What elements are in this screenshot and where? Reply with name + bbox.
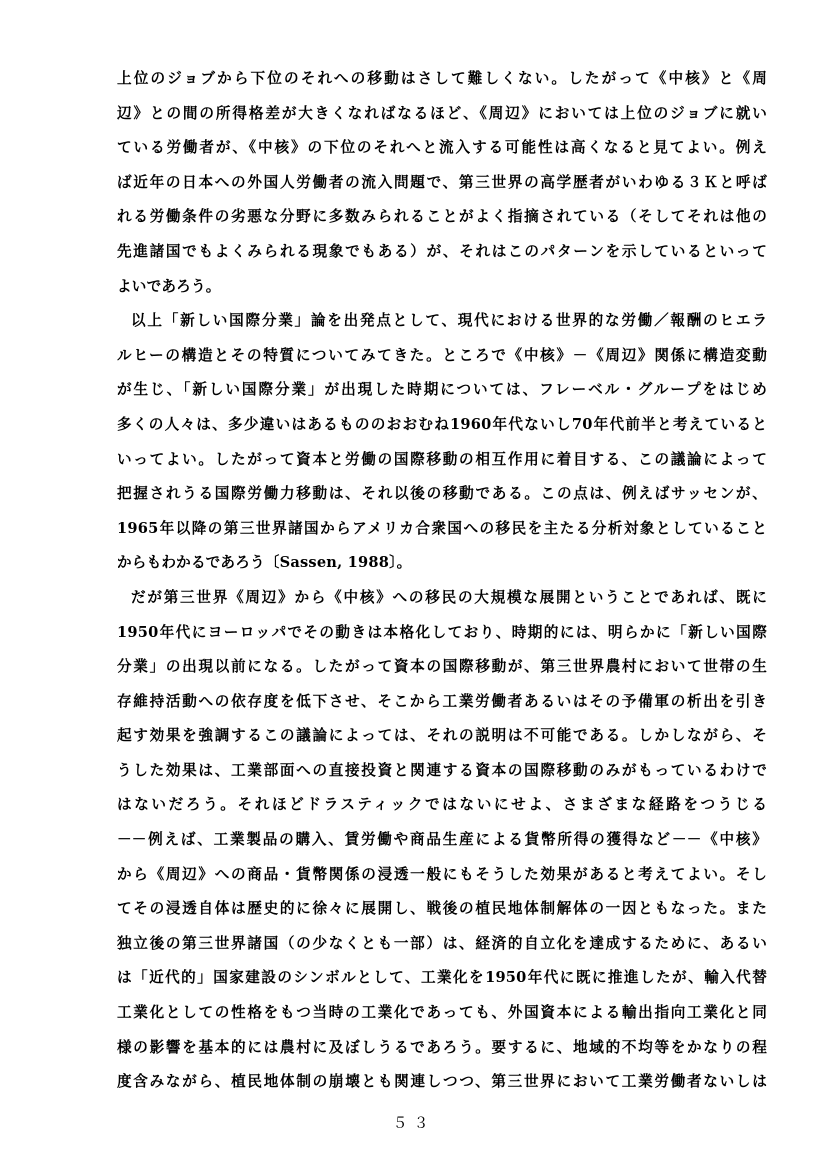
body-text	[117, 62, 767, 1100]
text-line: だが第三世界《周辺》から《中核》への移民の大規模な展開ということであれば、既に	[131, 588, 767, 606]
text-line: 存維持活動への依存度を低下させ、そこから工業労働者あるいはその予備軍の析出を引き	[117, 692, 767, 710]
text-line: 先進諸国でもよくみられる現象でもある）が、それはこのパターンを示しているといって	[117, 242, 767, 260]
text-line: 1965年以降の第三世界諸国からアメリカ合衆国への移民を主たる分析対象としていること	[117, 519, 767, 537]
text-line: 分業」の出現以前になる。したがって資本の国際移動が、第三世界農村において世帯の生	[117, 658, 767, 676]
text-line: 辺》との間の所得格差が大きくなればなるほど、《周辺》においては上位のジョブに就い	[117, 104, 767, 122]
text-line: れる労働条件の劣悪な分野に多数みられることがよく指摘されている（そしてそれは他の	[117, 208, 767, 226]
text-line: 起す効果を強調するこの議論によっては、それの説明は不可能である。しかしながら、そ	[117, 727, 767, 745]
text-line: よいであろう。	[117, 277, 221, 295]
text-line: 1950年代にヨーロッパでその動きは本格化しており、時期的には、明らかに「新しい国際	[117, 623, 767, 641]
text-line: うした効果は、工業部面への直接投資と関連する資本の国際移動のみがもっているわけで	[117, 761, 767, 779]
text-line: 工業化としての性格をもつ当時の工業化であっても、外国資本による輸出指向工業化と同	[117, 1004, 767, 1022]
text-line: 把握されうる国際労働力移動は、それ以後の移動である。この点は、例えばサッセンが、	[117, 485, 767, 503]
text-line: からもわかるであろう〔Sassen, 1988〕。	[117, 554, 412, 572]
text-line: 度含みながら、植民地体制の崩壊とも関連しつつ、第三世界において工業労働者ないしは	[117, 1073, 767, 1091]
text-line: 独立後の第三世界諸国（の少なくとも一部）は、経済的自立化を達成するために、あるい	[117, 934, 767, 952]
text-line: は「近代的」国家建設のシンボルとして、工業化を1950年代に既に推進したが、輸入代替	[117, 969, 767, 987]
text-line: ている労働者が、《中核》の下位のそれへと流入する可能性は高くなると見てよい。例え	[117, 139, 767, 157]
page-number: ５３	[392, 1114, 435, 1132]
text-line: 以上「新しい国際分業」論を出発点として、現代における世界的な労働／報酬のヒエラ	[131, 312, 767, 330]
text-line: 様の影響を基本的には農村に及ぼしうるであろう。要するに、地域的不均等をかなりの程	[117, 1038, 767, 1056]
text-line: てその浸透自体は歴史的に徐々に展開し、戦後の植民地体制解体の一因ともなった。また	[117, 900, 767, 918]
text-line: いってよい。したがって資本と労働の国際移動の相互作用に着目する、この議論によって	[117, 450, 767, 468]
text-line: 多くの人々は、多少違いはあるもののおおむね1960年代ないし70年代前半と考えていると	[117, 415, 767, 433]
text-line: ルヒーの構造とその特質についてみてきた。ところで《中核》－《周辺》関係に構造変動	[117, 346, 767, 364]
text-line: 上位のジョブから下位のそれへの移動はさして難しくない。したがって《中核》と《周	[117, 70, 767, 87]
text-line: から《周辺》への商品・貨幣関係の浸透一般にもそうした効果があると考えてよい。そし	[117, 865, 767, 883]
text-line: はないだろう。それほどドラスティックではないにせよ、さまざまな経路をつうじる	[117, 796, 767, 814]
text-line: －－例えば、工業製品の購入、賃労働や商品生産による貨幣所得の獲得など－－《中核》	[117, 831, 767, 849]
text-line: が生じ、「新しい国際分業」が出現した時期については、フレーベル・グループをはじめ	[117, 381, 767, 399]
text-line: ば近年の日本への外国人労働者の流入問題で、第三世界の高学歴者がいわゆる３Ｋと呼ば	[117, 173, 767, 191]
